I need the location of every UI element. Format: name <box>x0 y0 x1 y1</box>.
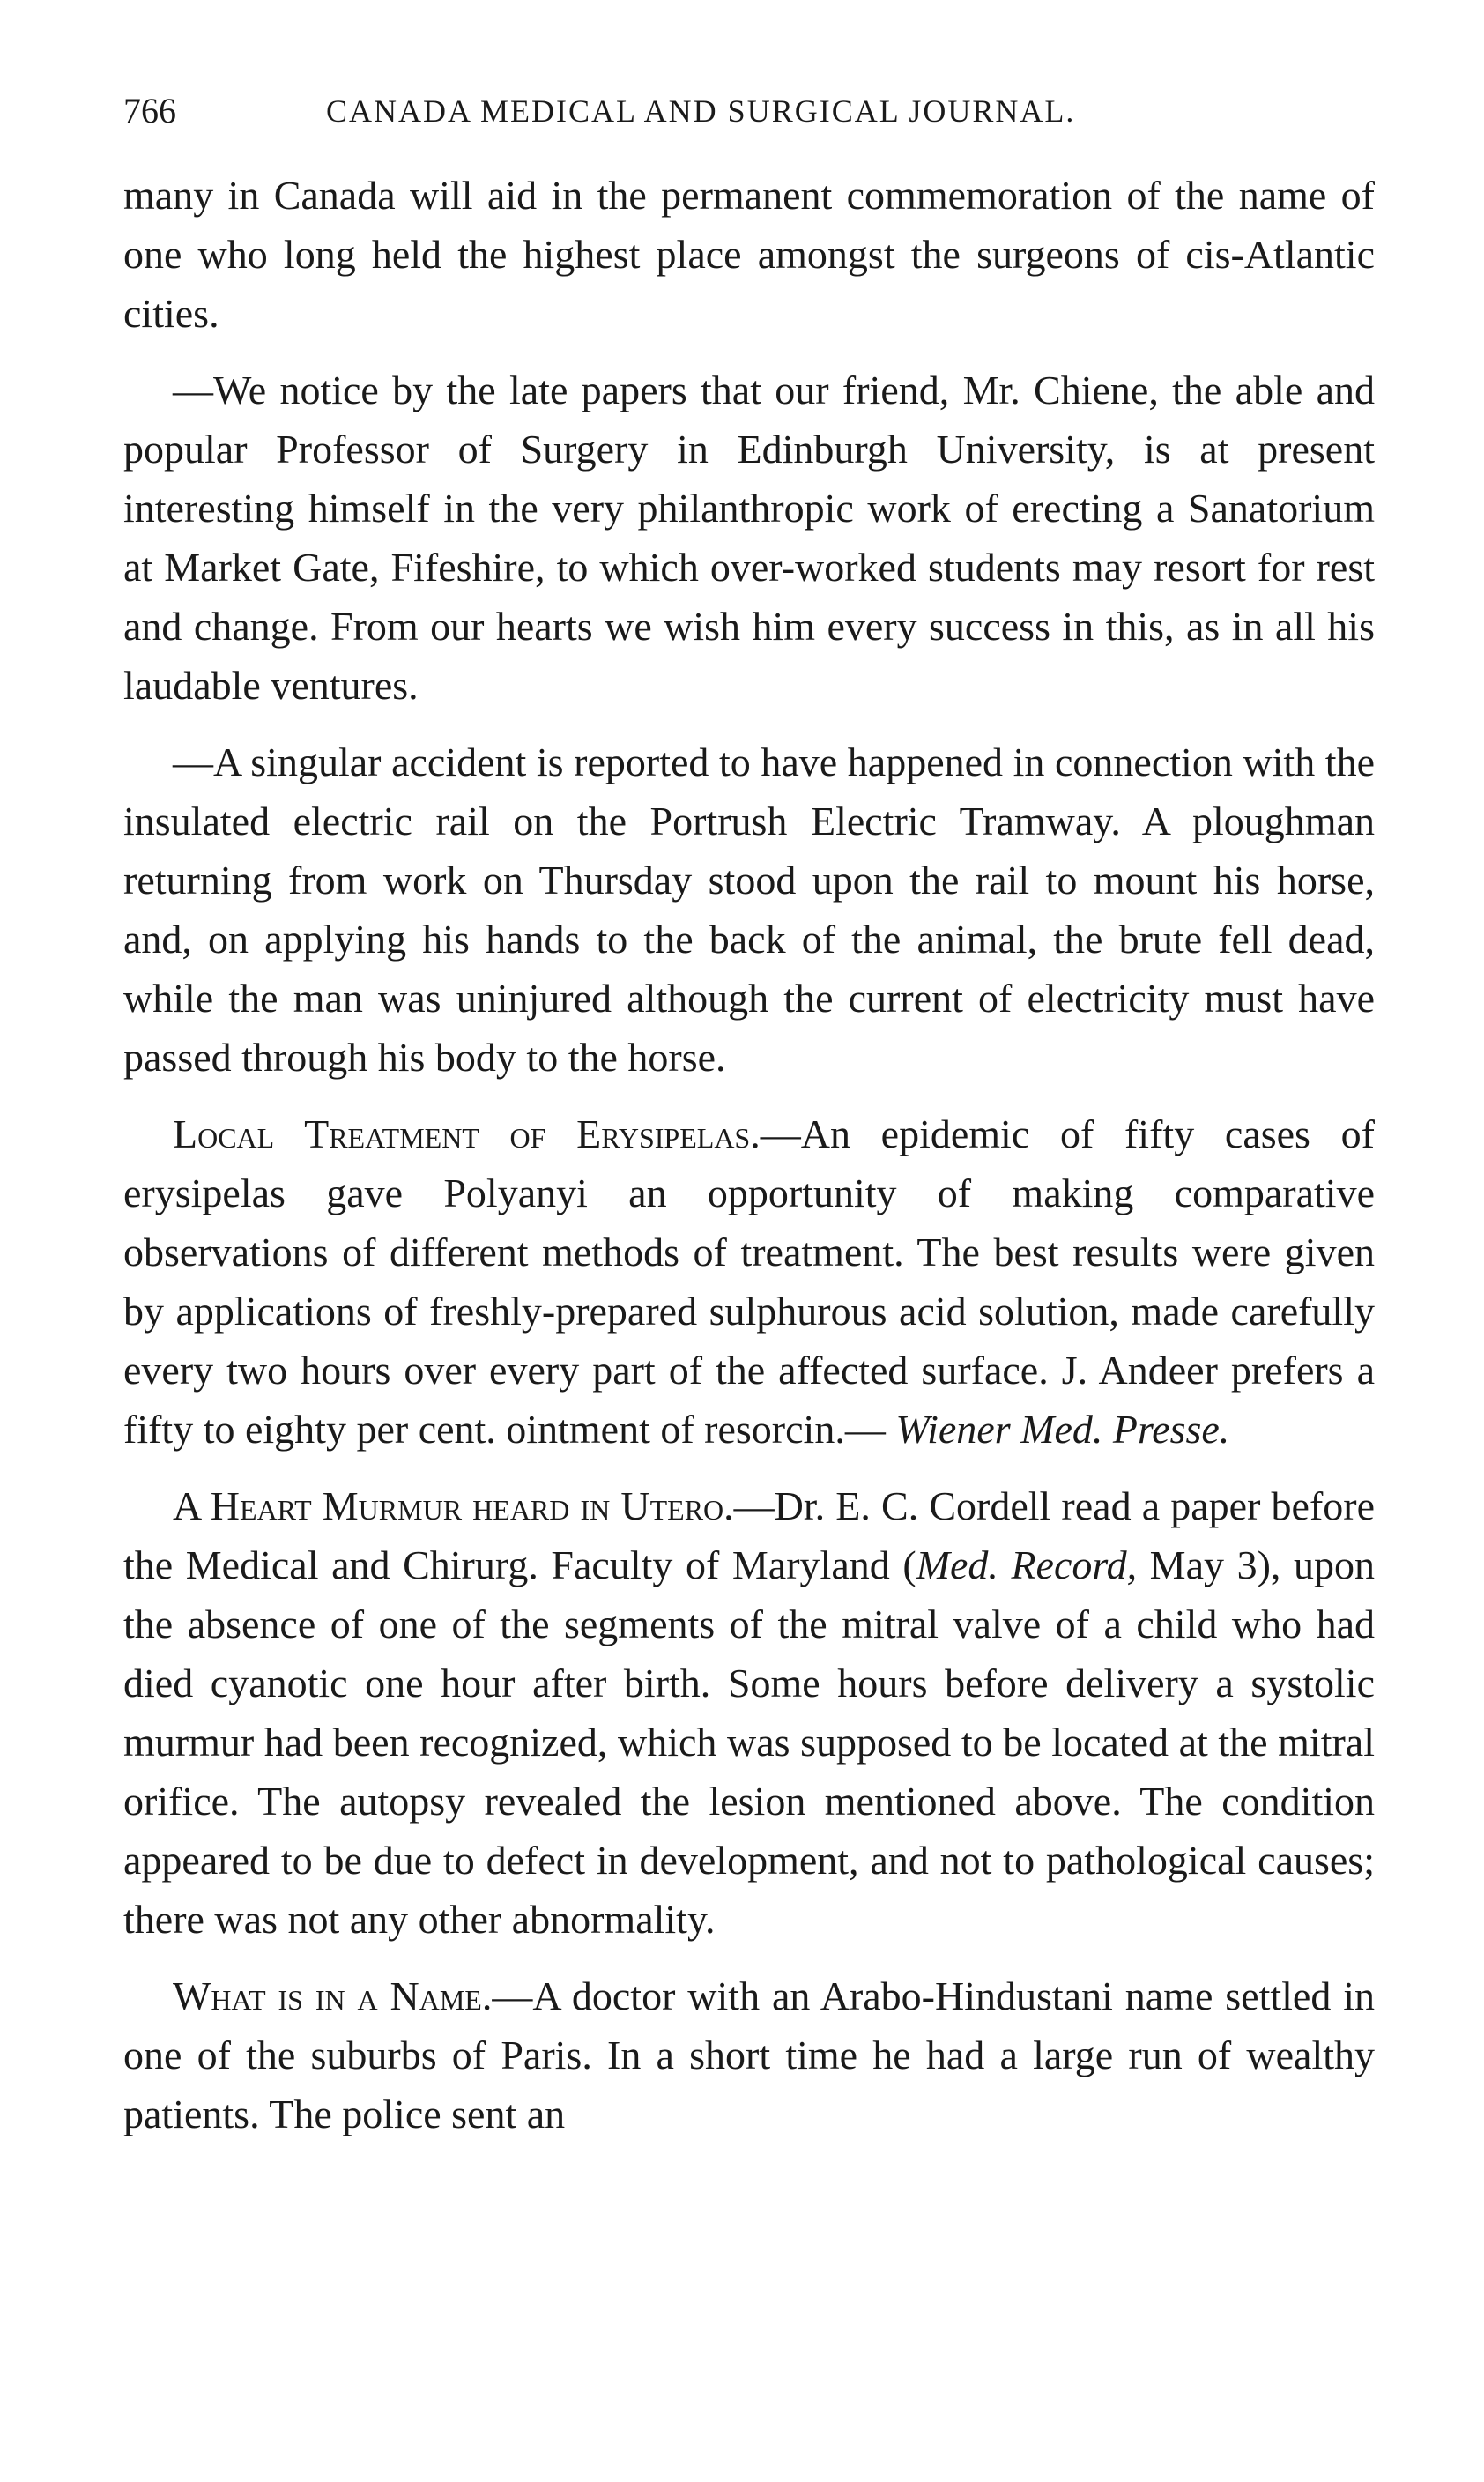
section-heading-heart-murmur: A Heart Murmur heard in Utero. <box>173 1483 734 1528</box>
article-body <box>123 166 1375 2161</box>
name-text: —A doctor with an Arabo-Hindustani name settled in one of the suburbs of Paris. In a short time he had a large run of wealthy patients. The police sent an <box>123 1973 1375 2136</box>
journal-title: CANADA MEDICAL AND SURGICAL JOURNAL. <box>326 93 1076 129</box>
paragraph-electric-accident: —A singular accident is reported to have happened in connection with the insulated electric rail on the Portrush Electric Tramway. A ploughman returning from work on Thursday stood upon the rail to mount his horse, and, on applying his hands to the back of the animal, the brute fell dead, while the man was uninjured although the current of electricity must have passed through his body to the horse. <box>123 739 1375 1080</box>
heart-murmur-text-a: —Dr. E. C. Cordell read a paper before the Medical and Chirurg. Faculty of Maryland ( <box>123 1483 1375 1587</box>
paragraph-sanatorium: —We notice by the late papers that our friend, Mr. Chiene, the able and popular Professor of Surgery in Edinburgh University, is at present interesting himself in the very philanthropic work of erecting a Sanatorium at Market Gate, Fifeshire, to which over-worked students may resort for rest and change. From our hearts we wish him every success in this, as in all his laudable ventures. <box>123 368 1375 708</box>
paragraph-commemoration: many in Canada will aid in the permanent commemoration of the name of one who long held the highest place amongst the surgeons of cis-Atlantic cities. <box>123 173 1375 336</box>
paragraph-erysipelas <box>123 1104 1375 1459</box>
page-number: 766 <box>123 91 176 130</box>
erysipelas-text: —An epidemic of fifty cases of erysipelas gave Polyanyi an opportunity of making comparative observations of different methods of treatment. The best results were given by applications of freshly-prepared sulphurous acid solution, made carefully every two hours over every part of the affected surface. J. Andeer prefers a fifty to eighty per cent. ointment of resorcin.— <box>123 1111 1375 1452</box>
section-heading-erysipelas: Local Treatment of Erysipelas. <box>173 1111 761 1156</box>
section-heading-name: What is in a Name. <box>173 1973 493 2018</box>
paragraph-heart-murmur <box>123 1476 1375 1949</box>
running-header <box>123 85 1375 137</box>
heart-murmur-source: Med. Record, <box>916 1542 1138 1587</box>
heart-murmur-text-b: May 3), upon the absence of one of the segments of the mitral valve of a child who had died cyanotic one hour after birth. Some hours before delivery a systolic murmur had been recognized, which was supposed to be located at the mitral orifice. The autopsy revealed the lesion mentioned above. The condition appeared to be due to defect in development, and not to pathological causes; there was not any other abnormality. <box>123 1542 1375 1942</box>
erysipelas-source: Wiener Med. Presse. <box>895 1407 1230 1452</box>
paragraph-name <box>123 1966 1375 2144</box>
